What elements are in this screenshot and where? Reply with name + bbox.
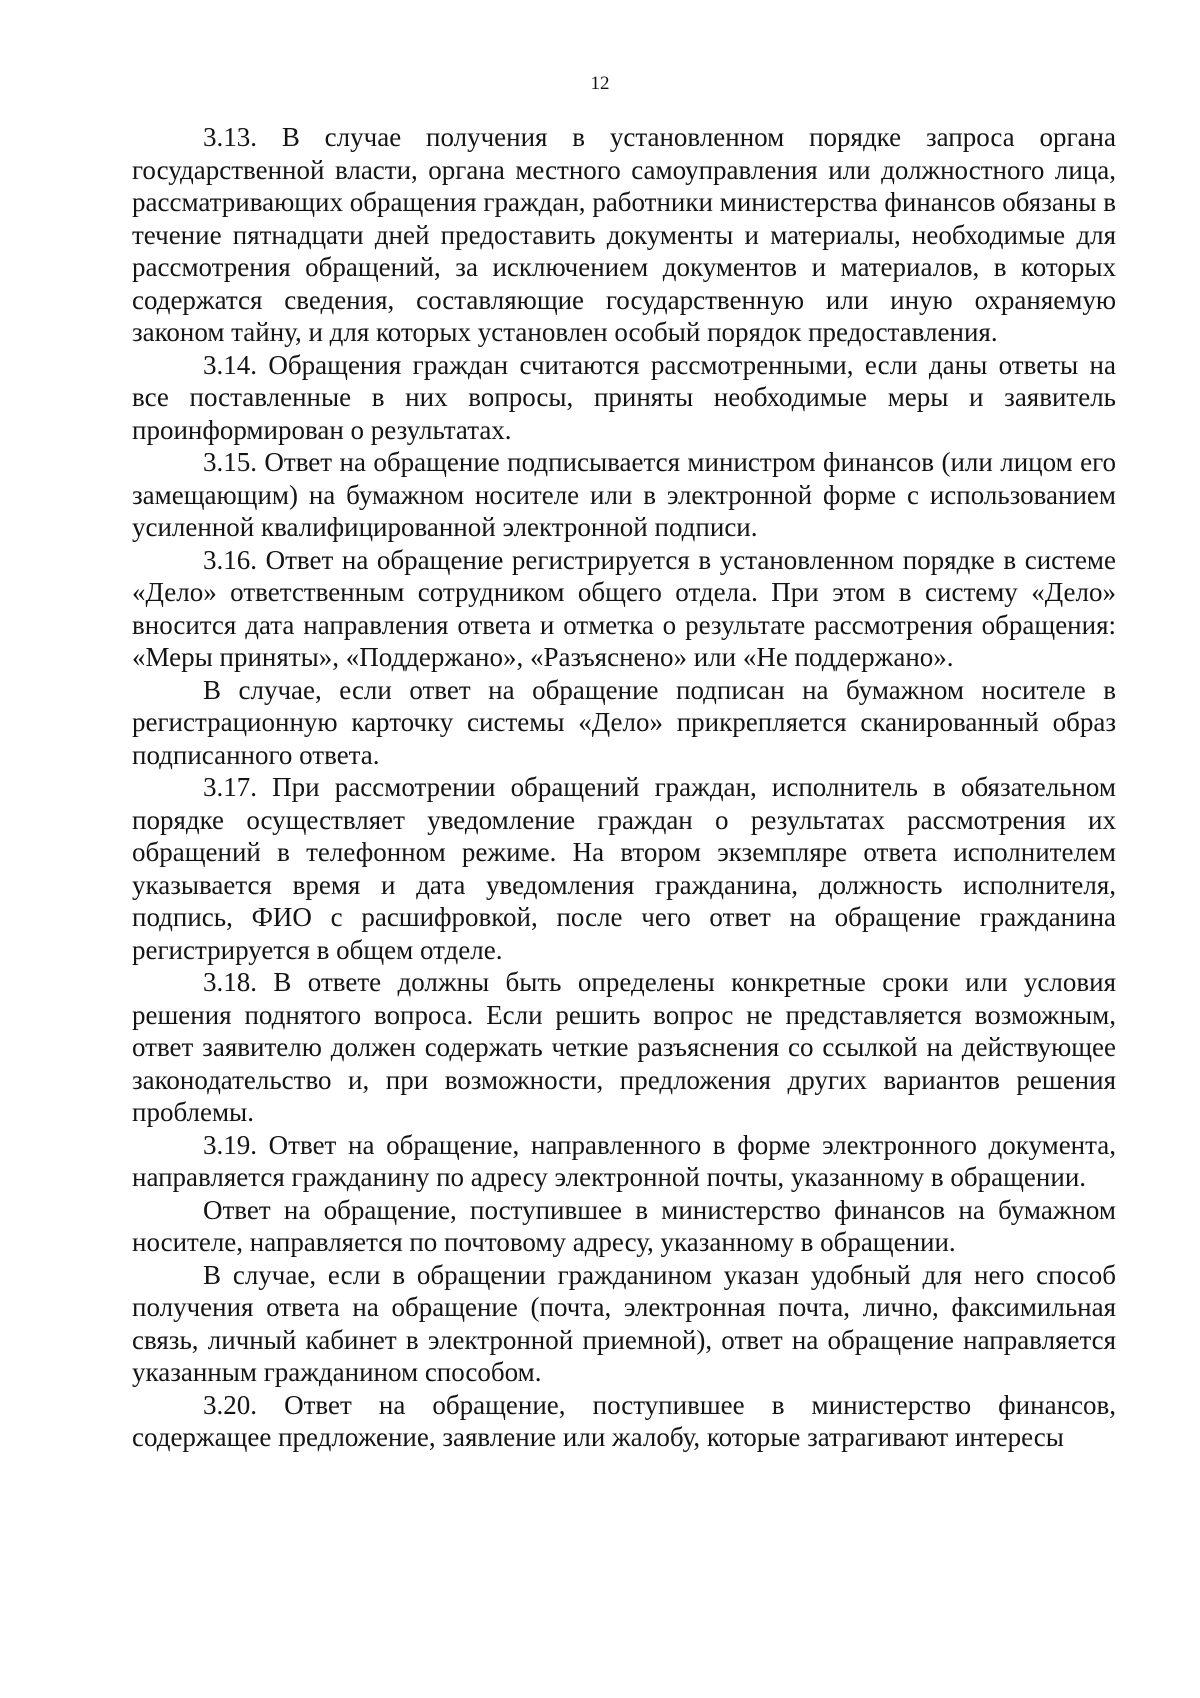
paragraph-3-19: 3.19. Ответ на обращение, направленного в форме электронного документа, направляется гражданину по адресу электронной почты, указанному в обращении.: [132, 1129, 1116, 1192]
paragraph-3-20: 3.20. Ответ на обращение, поступившее в министерство финансов, содержащее предложение, заявление или жалобу, которые затрагивают интересы: [132, 1389, 1116, 1452]
paragraph-3-19-postal: Ответ на обращение, поступившее в министерство финансов на бумажном носителе, направляется по почтовому адресу, указанному в обращении.: [132, 1194, 1116, 1257]
page-number: 12: [590, 73, 610, 94]
paragraph-3-16-continuation: В случае, если ответ на обращение подписан на бумажном носителе в регистрационную карточку системы «Дело» прикрепляется сканированный образ подписанного ответа.: [132, 674, 1116, 770]
paragraph-3-15: 3.15. Ответ на обращение подписывается министром финансов (или лицом его замещающим) на бумажном носителе или в электронной форме с использованием усиленной квалифицированной электронной подписи.: [132, 447, 1116, 542]
paragraph-3-17: 3.17. При рассмотрении обращений граждан, исполнитель в обязательном порядке осуществляет уведомление граждан о результатах рассмотрения их обращений в телефонном режиме. На втором экземпляре ответа исполнителем указывается время и дата уведомления гражданина, должность исполнителя, подпись, ФИО с расшифровкой, после чего ответ на обращение гражданина регистрируется в общем отделе.: [132, 772, 1116, 965]
paragraph-3-18: 3.18. В ответе должны быть определены конкретные сроки или условия решения поднятого вопроса. Если решить вопрос не представляется возможным, ответ заявителю должен содержать четкие разъяснения со ссылкой на действующее законодательство и, при возможности, предложения других вариантов решения проблемы.: [132, 967, 1116, 1127]
paragraph-3-16: 3.16. Ответ на обращение регистрируется в установленном порядке в системе «Дело» ответственным сотрудником общего отдела. При этом в систему «Дело» вносится дата направления ответа и отметка о результате рассмотрения обращения: «Меры приняты», «Поддержано», «Разъяснено» или «Не поддержано».: [132, 544, 1116, 672]
paragraph-3-19-preferred-method: В случае, если в обращении гражданином указан удобный для него способ получения ответа на обращение (почта, электронная почта, лично, факсимильная связь, личный кабинет в электронной приемной), ответ на обращение направляется указанным гражданином способом.: [132, 1259, 1116, 1387]
paragraph-3-14: 3.14. Обращения граждан считаются рассмотренными, если даны ответы на все поставленные в них вопросы, приняты необходимые меры и заявитель проинформирован о результатах.: [132, 349, 1116, 445]
document-body: [132, 121, 1116, 1454]
paragraph-3-13: 3.13. В случае получения в установленном порядке запроса органа государственной власти, органа местного самоуправления или должностного лица, рассматривающих обращения граждан, работники министерства финансов обязаны в течение пятнадцати дней предоставить документы и материалы, необходимые для рассмотрения обращений, за исключением документов и материалов, в которых содержатся сведения, составляющие государственную или иную охраняемую законом тайну, и для которых установлен особый порядок предоставления.: [132, 122, 1116, 347]
